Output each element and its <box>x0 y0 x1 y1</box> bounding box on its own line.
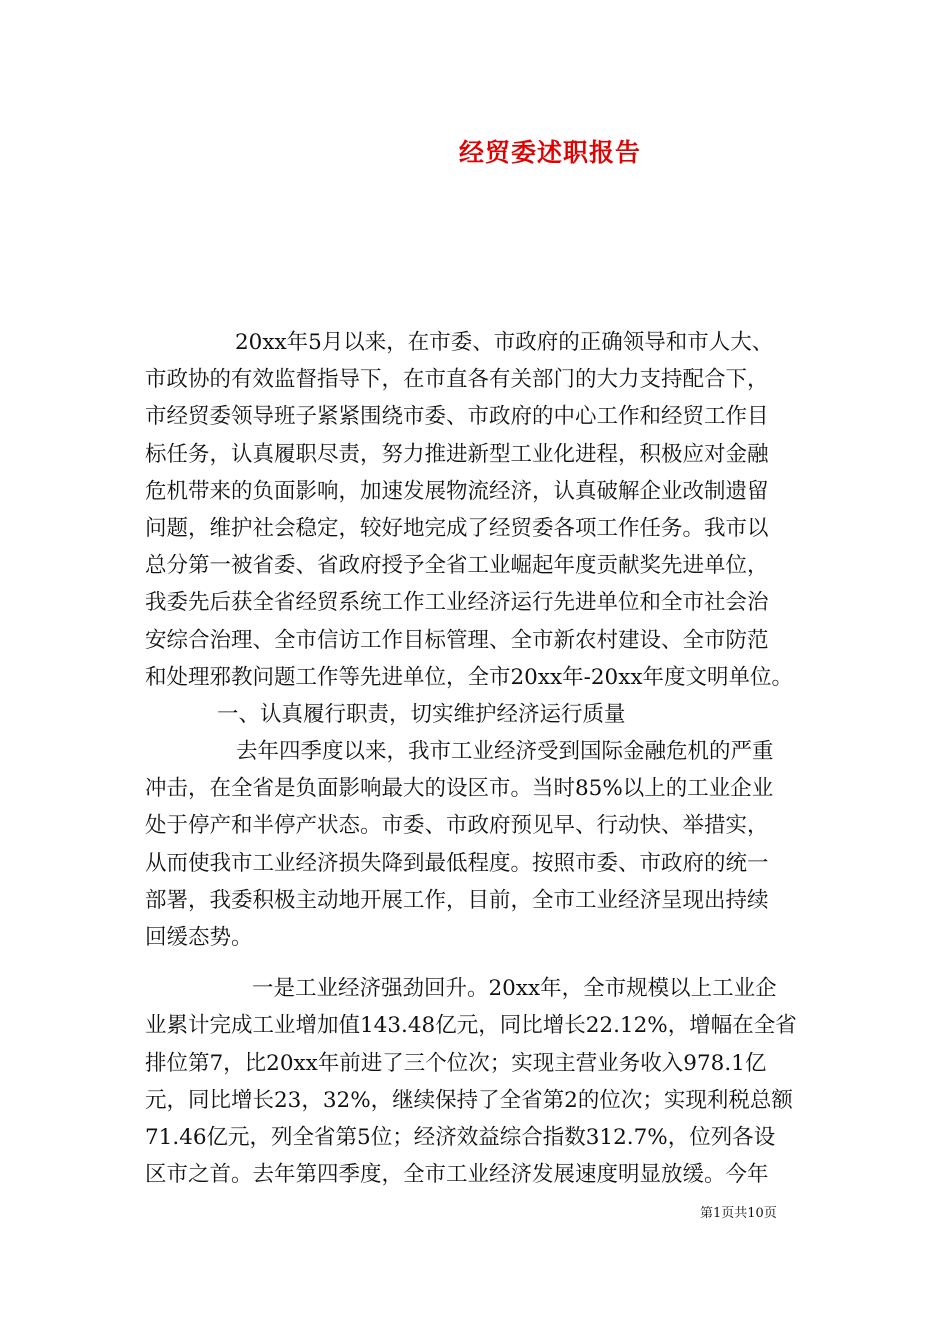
paragraph-line: 处于停产和半停产状态。市委、市政府预见早、行动快、举措实， <box>145 813 769 839</box>
paragraph-line: 区市之首。去年第四季度，全市工业经济发展速度明显放缓。今年 <box>145 1162 769 1188</box>
paragraph-line: 危机带来的负面影响，加速发展物流经济，认真破解企业改制遗留 <box>145 478 769 504</box>
document-body <box>145 324 813 1193</box>
paragraph-line: 冲击，在全省是负面影响最大的设区市。当时85%以上的工业企业 <box>145 776 774 802</box>
paragraph-line: 总分第一被省委、省政府授予全省工业崛起年度贡献奖先进单位， <box>145 553 769 579</box>
paragraph-line: 市经贸委领导班子紧紧围绕市委、市政府的中心工作和经贸工作目 <box>145 404 769 430</box>
paragraph-line: 业累计完成工业增加值143.48亿元，同比增长22.12%，增幅在全省 <box>145 1013 797 1039</box>
paragraph-line: 20xx年5月以来，在市委、市政府的正确领导和市人大、 <box>235 330 774 355</box>
paragraph-line: 元，同比增长23，32%，继续保持了全省第2的位次；实现利税总额 <box>145 1087 793 1113</box>
section-heading: 一、认真履行职责，切实维护经济运行质量 <box>217 701 626 727</box>
paragraph-line: 71.46亿元，列全省第5位；经济效益综合指数312.7%，位列各设 <box>145 1124 776 1150</box>
paragraph-line: 从而使我市工业经济损失降到最低程度。按照市委、市政府的统一 <box>145 850 769 876</box>
paragraph-line: 安综合治理、全市信访工作目标管理、全市新农村建设、全市防范 <box>145 627 769 653</box>
paragraph-line: 回缓态势。 <box>145 925 253 950</box>
paragraph-line: 部署，我委积极主动地开展工作，目前，全市工业经济呈现出持续 <box>145 887 769 913</box>
paragraph-line: 标任务，认真履职尽责，努力推进新型工业化进程，积极应对金融 <box>145 441 769 467</box>
paragraph-gap <box>145 956 813 970</box>
page-number: 第1页共10页 <box>700 1206 777 1221</box>
paragraph-line: 问题，维护社会稳定，较好地完成了经贸委各项工作任务。我市以 <box>145 515 769 541</box>
paragraph-line: 我委先后获全省经贸系统工作工业经济运行先进单位和全市社会治 <box>145 590 769 616</box>
paragraph-line: 一是工业经济强劲回升。20xx年，全市规模以上工业企 <box>252 976 777 1002</box>
paragraph-line: 市政协的有效监督指导下，在市直各有关部门的大力支持配合下， <box>145 367 769 393</box>
paragraph-line: 和处理邪教问题工作等先进单位，全市20xx年-20xx年度文明单位。 <box>145 664 793 690</box>
document-title: 经贸委述职报告 <box>458 138 641 167</box>
paragraph-line: 排位第7，比20xx年前进了三个位次；实现主营业务收入978.1亿 <box>145 1050 767 1076</box>
paragraph-line: 去年四季度以来，我市工业经济受到国际金融危机的严重 <box>236 739 774 765</box>
